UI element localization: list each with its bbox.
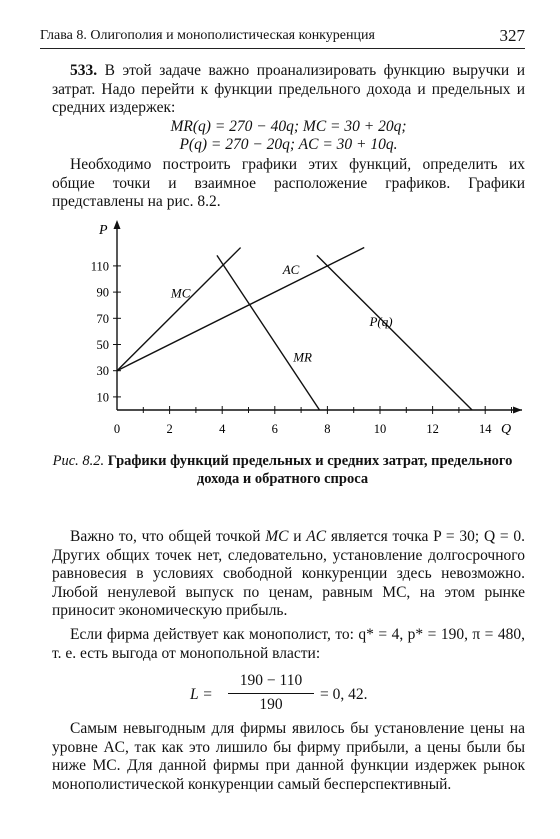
- running-header: [40, 26, 525, 49]
- series-label-mr: MR: [293, 349, 312, 365]
- x-tick-label: 10: [373, 422, 387, 436]
- problem-after-text: Необходимо построить графики этих функций, определить их общие точки и взаимное расположение графиков. Графики представлены на рис. 8.2.: [52, 156, 525, 210]
- series-line-pq: [317, 255, 472, 410]
- figure-8-2-chart: [60, 212, 530, 448]
- problem-after: [52, 156, 525, 212]
- p1-pre: Важно то, что общей точкой: [70, 528, 266, 545]
- formula-rhs: = 0, 42.: [320, 686, 368, 703]
- x-tick-label: 2: [166, 422, 173, 436]
- page-number: 327: [499, 26, 525, 45]
- y-tick-label: 10: [96, 390, 109, 405]
- body-paragraph-2: [52, 626, 525, 663]
- figure-title: Графики функций предельных и средних затрат, предельного дохода и обратного спроса: [107, 453, 513, 487]
- p1-ac: AC: [306, 528, 327, 545]
- formula-numerator: 190 − 110: [239, 672, 303, 689]
- figure-label: Рис. 8.2.: [52, 453, 105, 469]
- y-tick-label: 50: [96, 338, 109, 352]
- p1-mid: и: [288, 528, 307, 545]
- formula-lhs: L =: [190, 686, 213, 703]
- p1-post: является точка P = 30; Q = 0. Других общих точек нет, следовательно, установление долгосрочного равновесия в условиях свободной конкуренции здесь невозможно. Любой ненулевой выпуск по ценам, равным MC, на этом рынке приносит экономическую прибыль.: [52, 528, 525, 619]
- y-axis-arrow: [114, 220, 121, 229]
- series-label-pq: P(q): [369, 314, 393, 330]
- fraction-bar: [228, 693, 314, 694]
- x-tick-label: 6: [271, 422, 278, 436]
- equation-1: MR(q) = 270 − 40q; MC = 30 + 20q;: [170, 118, 407, 135]
- y-axis-label: P: [99, 223, 108, 238]
- problem-intro-text: В этой задаче важно проанализировать функцию выручки и затрат. Надо перейти к функции предельного дохода и предельных и средних издержек:: [52, 62, 526, 116]
- series-label-ac: AC: [282, 261, 300, 277]
- p2-text: Если фирма действует как монополист, то: q* = 4, p* = 190, π = 480, т. е. есть выгода от монопольной власти:: [52, 626, 525, 662]
- p3-text: Самым невыгодным для фирмы явилось бы установление цены на уровне AC, так как это лишило бы фирму прибыли, а цены были бы ниже MC. Для данной фирмы при данной функции издержек рынок монополистической конкуренции самый бесперспективный.: [52, 720, 525, 793]
- series-label-mc: MC: [170, 285, 191, 301]
- lerner-formula: [150, 672, 410, 716]
- y-tick-label: 90: [96, 285, 109, 300]
- x-axis-arrow: [513, 407, 522, 414]
- problem-intro: [52, 62, 525, 118]
- problem-number: 533.: [70, 62, 98, 79]
- figure-caption: [40, 452, 525, 488]
- body-paragraph-1: [52, 528, 525, 621]
- formula-denominator: 190: [259, 696, 283, 713]
- x-axis-label: Q: [500, 422, 512, 437]
- y-tick-label: 110: [90, 259, 109, 274]
- y-tick-label: 70: [96, 311, 109, 326]
- p1-mc: MC: [265, 528, 289, 545]
- equation-2: P(q) = 270 − 20q; AC = 30 + 10q.: [179, 136, 398, 153]
- x-tick-label: 8: [324, 422, 331, 436]
- x-tick-label: 12: [426, 422, 439, 436]
- chapter-title: Глава 8. Олигополия и монополистическая конкуренция: [40, 28, 375, 43]
- body-paragraph-3: [52, 720, 525, 794]
- x-tick-label: 4: [219, 422, 226, 436]
- y-tick-label: 30: [96, 364, 109, 379]
- series-line-mr: [217, 255, 320, 410]
- x-tick-label: 0: [113, 422, 121, 436]
- x-tick-label: 14: [478, 422, 492, 436]
- series-line-mc: [117, 248, 241, 371]
